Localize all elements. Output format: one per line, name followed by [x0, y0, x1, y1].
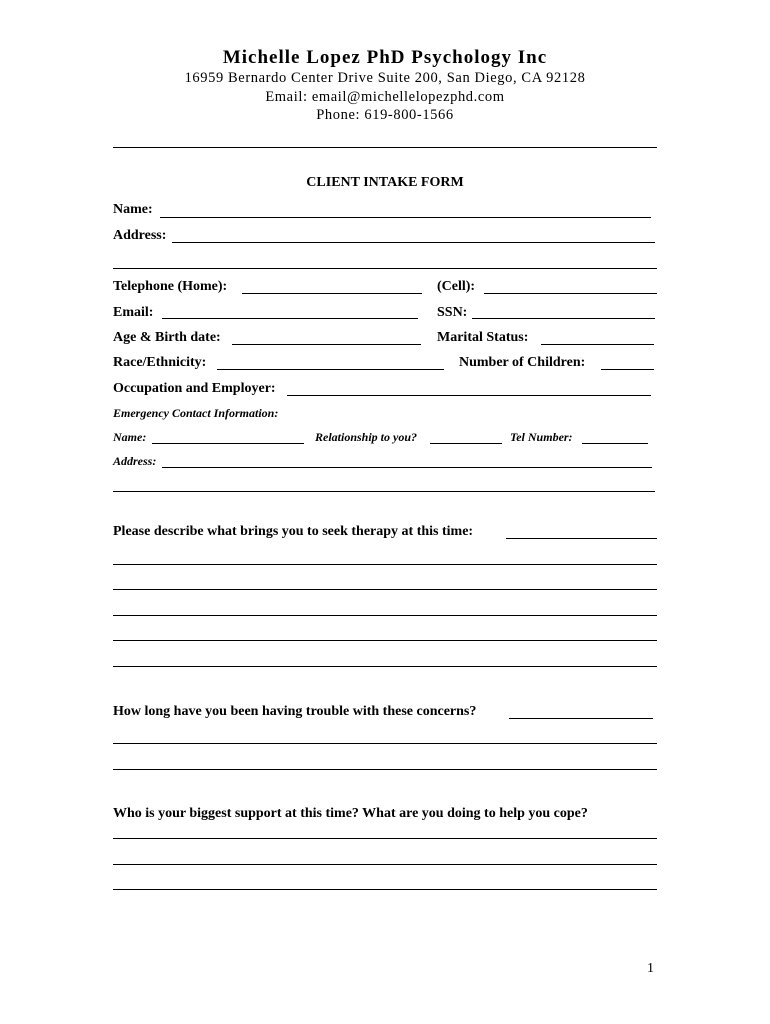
- marital-status-field[interactable]: [541, 344, 654, 345]
- question-support-coping: Who is your biggest support at this time? What are you doing to help you cope?: [113, 806, 588, 821]
- ssn-label: SSN:: [437, 305, 468, 320]
- emergency-relationship-field[interactable]: [430, 443, 502, 444]
- ssn-field[interactable]: [472, 318, 655, 319]
- emergency-tel-field[interactable]: [582, 443, 648, 444]
- concern-duration-field[interactable]: [509, 718, 653, 719]
- practice-email: Email: email@michellelopezphd.com: [265, 89, 505, 105]
- telephone-home-label: Telephone (Home):: [113, 279, 228, 294]
- therapy-reason-line[interactable]: [113, 666, 657, 667]
- age-birth-field[interactable]: [232, 344, 421, 345]
- practice-phone: Phone: 619-800-1566: [316, 107, 454, 123]
- therapy-reason-line[interactable]: [113, 615, 657, 616]
- number-of-children-field[interactable]: [601, 369, 654, 370]
- age-birth-label: Age & Birth date:: [113, 330, 221, 345]
- question-concern-duration: How long have you been having trouble with these concerns?: [113, 704, 477, 719]
- practice-address: 16959 Bernardo Center Drive Suite 200, San Diego, CA 92128: [184, 70, 586, 86]
- emergency-relationship-label: Relationship to you?: [315, 430, 418, 444]
- address-field[interactable]: [172, 242, 655, 243]
- emergency-address-field[interactable]: [162, 467, 652, 468]
- race-ethnicity-field[interactable]: [217, 369, 444, 370]
- practice-name: Michelle Lopez PhD Psychology Inc: [222, 47, 548, 68]
- address-label: Address:: [113, 228, 167, 243]
- occupation-label: Occupation and Employer:: [113, 381, 276, 396]
- therapy-reason-field[interactable]: [506, 538, 657, 539]
- telephone-home-field[interactable]: [242, 293, 422, 294]
- emergency-address-label: Address:: [113, 454, 157, 468]
- question-therapy-reason: Please describe what brings you to seek therapy at this time:: [113, 524, 474, 539]
- emergency-contact-heading: Emergency Contact Information:: [113, 406, 279, 420]
- email-field[interactable]: [162, 318, 418, 319]
- occupation-field[interactable]: [287, 395, 651, 396]
- concern-duration-line[interactable]: [113, 743, 657, 744]
- emergency-name-label: Name:: [113, 430, 147, 444]
- header-divider: [113, 147, 657, 148]
- therapy-reason-line[interactable]: [113, 589, 657, 590]
- support-coping-line[interactable]: [113, 838, 657, 839]
- address-field-line-2[interactable]: [113, 268, 657, 269]
- name-label: Name:: [113, 202, 153, 217]
- therapy-reason-line[interactable]: [113, 640, 657, 641]
- concern-duration-line[interactable]: [113, 769, 657, 770]
- race-ethnicity-label: Race/Ethnicity:: [113, 355, 207, 370]
- marital-status-label: Marital Status:: [437, 330, 529, 345]
- number-of-children-label: Number of Children:: [459, 355, 586, 370]
- support-coping-line[interactable]: [113, 889, 657, 890]
- email-label: Email:: [113, 305, 154, 320]
- cell-label: (Cell):: [437, 279, 476, 294]
- emergency-address-field-line-2[interactable]: [113, 491, 655, 492]
- cell-field[interactable]: [484, 293, 657, 294]
- name-field[interactable]: [160, 217, 651, 218]
- emergency-tel-label: Tel Number:: [510, 430, 573, 444]
- support-coping-line[interactable]: [113, 864, 657, 865]
- emergency-name-field[interactable]: [152, 443, 304, 444]
- therapy-reason-line[interactable]: [113, 564, 657, 565]
- page-number: 1: [647, 961, 654, 976]
- form-title: CLIENT INTAKE FORM: [306, 175, 464, 190]
